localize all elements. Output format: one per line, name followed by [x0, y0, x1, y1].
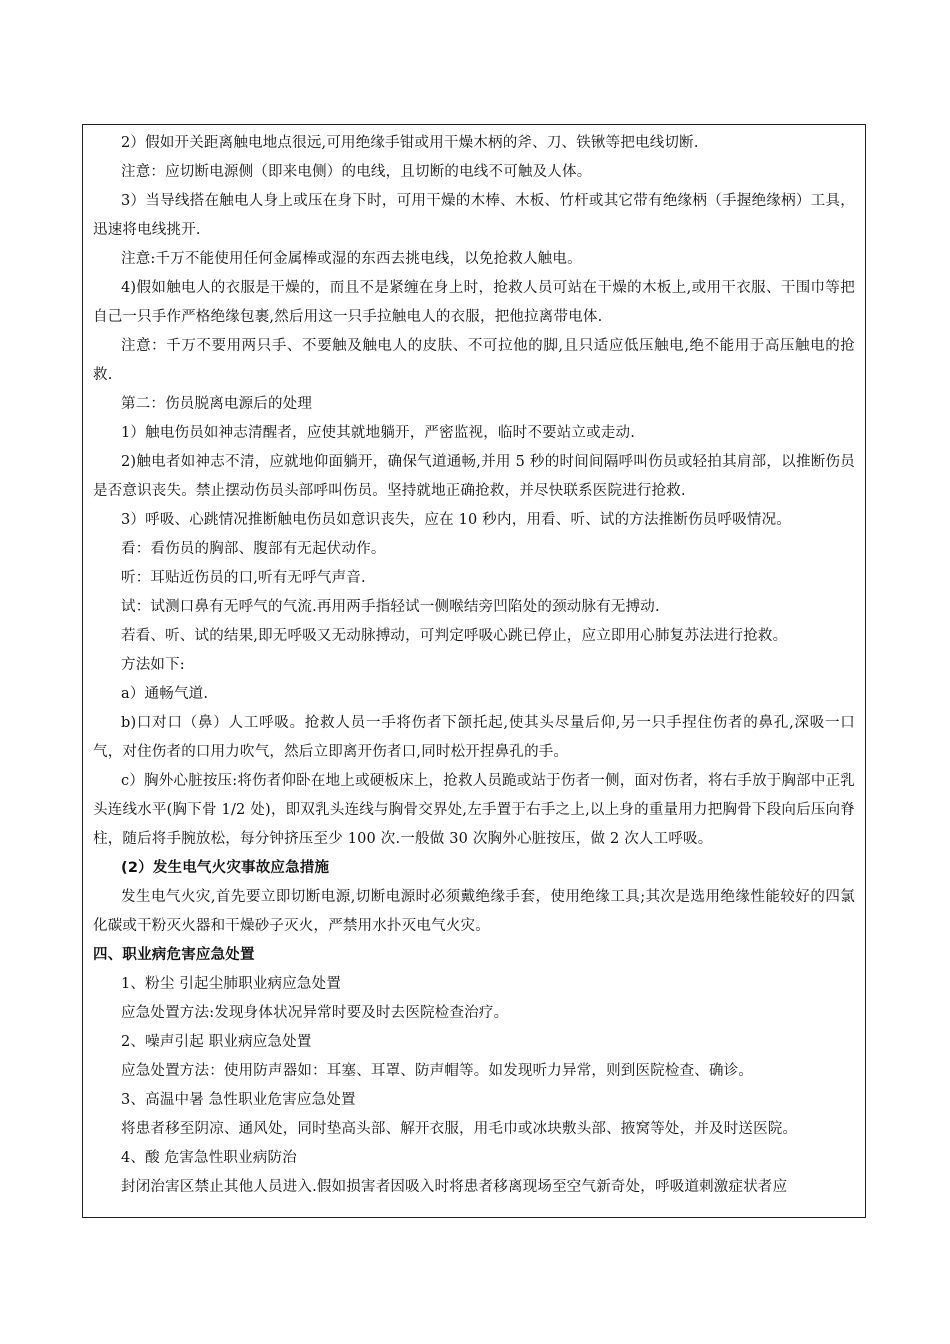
section-heading: 四、职业病危害应急处置	[93, 947, 255, 963]
paragraph: 试：试测口鼻有无呼气的气流.再用两手指轻试一侧喉结旁凹陷处的颈动脉有无搏动.	[121, 599, 660, 615]
paragraph: 注意：应切断电源侧（即来电侧）的电线，且切断的电线不可触及人体。	[121, 164, 592, 180]
paragraph: b)口对口（鼻）人工呼吸。抢救人员一手将伤者下颌托起,使其头尽量后仰,另一只手捏住伤者的鼻孔,深吸一口气，对住伤者的口用力吹气，然后立即离开伤者口,同时松开捏鼻孔的手。	[93, 715, 855, 760]
paragraph: 2)触电者如神志不清，应就地仰面躺开，确保气道通畅,并用 5 秒的时间间隔呼叫伤员或轻拍其肩部，以推断伤员是否意识丧失。禁止摆动伤员头部呼叫伤员。坚持就地正确抢救，并尽快联系医院进行抢救.	[93, 454, 855, 499]
paragraph: 4、酸 危害急性职业病防治	[121, 1150, 297, 1166]
paragraph: 将患者移至阴凉、通风处，同时垫高头部、解开衣服，用毛巾或冰块敷头部、掖窝等处，并及时送医院。	[121, 1121, 798, 1137]
paragraph: 发生电气火灾,首先要立即切断电源,切断电源时必须戴绝缘手套，使用绝缘工具;其次是选用绝缘性能较好的四氯化碳或干粉灭火器和干燥砂子灭火，严禁用水扑灭电气火灾。	[93, 889, 855, 934]
paragraph: 看：看伤员的胸部、腹部有无起伏动作。	[121, 541, 386, 557]
paragraph: 方法如下:	[121, 657, 185, 673]
paragraph: 应急处置方法:发现身体状况异常时要及时去医院检查治疗。	[121, 1005, 509, 1021]
paragraph: 3、高温中暑 急性职业危害应急处置	[121, 1092, 356, 1108]
paragraph: 1、粉尘 引起尘肺职业病应急处置	[121, 976, 342, 992]
subsection-heading: (2）发生电气火灾事故应急措施	[121, 860, 330, 876]
paragraph: 若看、听、试的结果,即无呼吸又无动脉搏动，可判定呼吸心跳已停止，应立即用心肺复苏法进行抢救。	[121, 628, 788, 644]
paragraph: 2）假如开关距离触电地点很远,可用绝缘手钳或用干燥木柄的斧、刀、铁锹等把电线切断.	[121, 135, 699, 151]
paragraph: 注意：千万不要用两只手、不要触及触电人的皮肤、不可拉他的脚,且只适应低压触电,绝不能用于高压触电的抢救.	[93, 338, 855, 383]
document-table-cell	[82, 124, 866, 1218]
paragraph: 3）呼吸、心跳情况推断触电伤员如意识丧失，应在 10 秒内，用看、听、试的方法推断伤员呼吸情况。	[121, 512, 791, 528]
paragraph: 3）当导线搭在触电人身上或压在身下时，可用干燥的木棒、木板、竹杆或其它带有绝缘柄（手握绝缘柄）工具，迅速将电线挑开.	[93, 193, 855, 238]
paragraph: a）通畅气道.	[121, 686, 209, 702]
paragraph: 封闭治害区禁止其他人员进入.假如损害者因吸入时将患者移离现场至空气新奇处，呼吸道刺激症状者应	[121, 1179, 788, 1195]
paragraph: 1）触电伤员如神志清醒者，应使其就地躺开，严密监视，临时不要站立或走动.	[121, 425, 636, 441]
section-heading: 第二：伤员脱离电源后的处理	[121, 396, 313, 412]
paragraph: 4)假如触电人的衣服是干燥的，而且不是紧缠在身上时，抢救人员可站在干燥的木板上,或用干衣服、干围巾等把自己一只手作严格绝缘包裹,然后用这一只手拉触电人的衣服，把他拉离带电体.	[93, 280, 855, 325]
paragraph: 应急处置方法：使用防声器如：耳塞、耳罩、防声帽等。如发现听力异常，则到医院检查、确诊。	[121, 1063, 754, 1079]
paragraph: 2、噪声引起 职业病应急处置	[121, 1034, 312, 1050]
paragraph: 注意:千万不能使用任何金属棒或湿的东西去挑电线，以免抢救人触电。	[121, 251, 582, 267]
paragraph: c）胸外心脏按压:将伤者仰卧在地上或硬板床上，抢救人员跪或站于伤者一侧，面对伤者，将右手放于胸部中正乳头连线水平(胸下骨 1/2 处)，即双乳头连线与胸骨交界处,左手置于右手之上,以上身的重量用力把胸骨下段向后压向脊柱，随后将手腕放松，每分钟挤压至少 100 次.一般做 30 次胸外心脏按压，做 2 次人工呼吸。	[93, 773, 855, 847]
paragraph: 听：耳贴近伤员的口,听有无呼气声音.	[121, 570, 366, 586]
